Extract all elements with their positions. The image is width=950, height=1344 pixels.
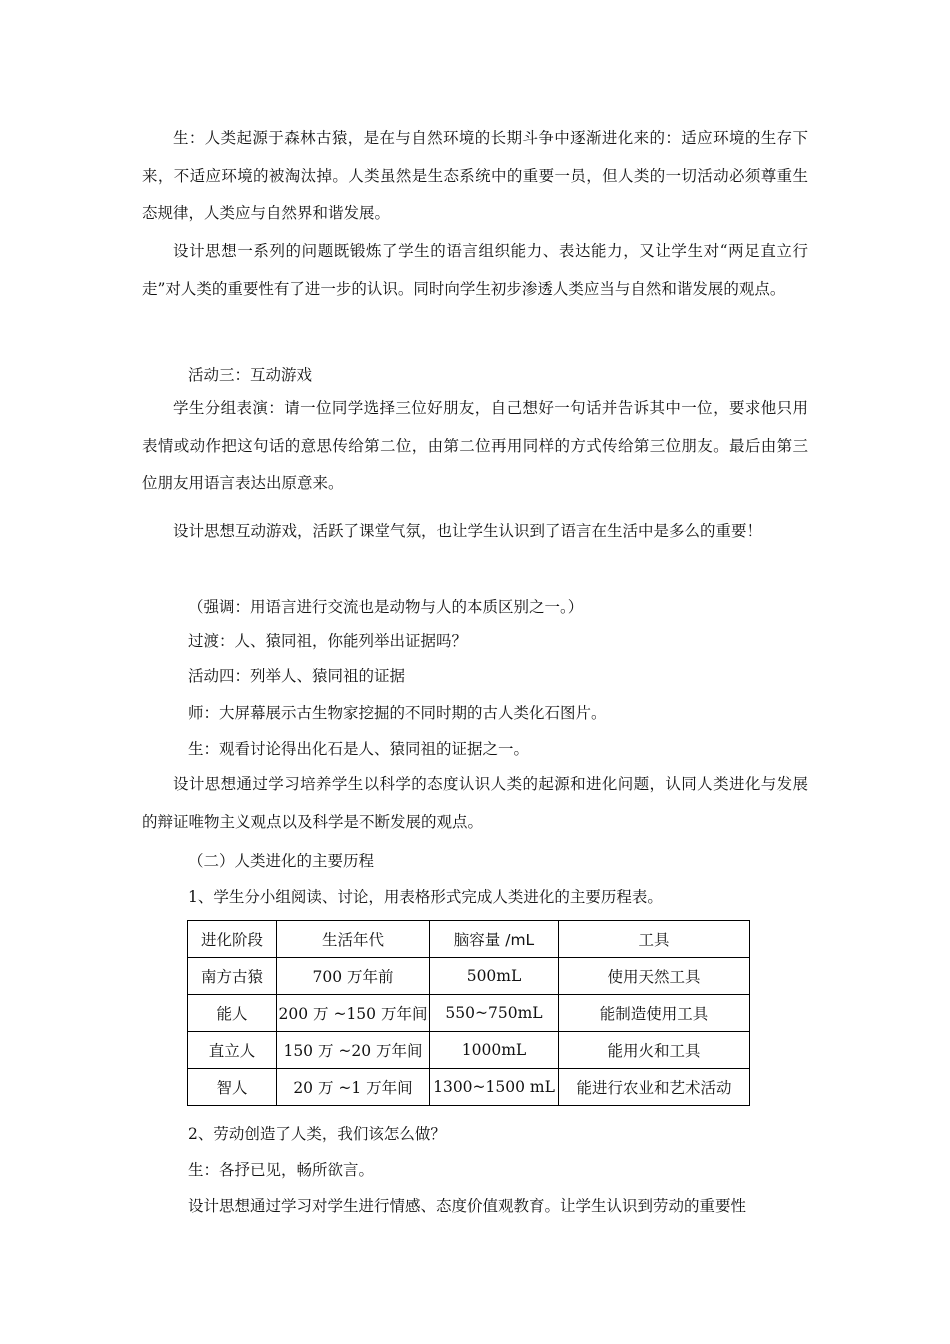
table-cell: 能进行农业和艺术活动 xyxy=(559,1069,750,1106)
paragraph-task-one: 1、学生分小组阅读、讨论，用表格形式完成人类进化的主要历程表。 xyxy=(188,888,663,906)
table-row xyxy=(188,1069,750,1106)
table-header: 进化阶段 xyxy=(188,921,277,958)
table-cell: 1300~1500 mL xyxy=(430,1069,559,1106)
table-header-row xyxy=(188,921,750,958)
table-cell: 200 万 ~150 万年间 xyxy=(277,995,430,1032)
table-cell: 能人 xyxy=(188,995,277,1032)
table-cell: 能制造使用工具 xyxy=(559,995,750,1032)
table-cell: 南方古猿 xyxy=(188,958,277,995)
heading-section-two: （二）人类进化的主要历程 xyxy=(188,852,375,870)
paragraph-teacher: 师：大屏幕展示古生物家挖掘的不同时期的古人类化石图片。 xyxy=(188,704,607,722)
table-row xyxy=(188,958,750,995)
table-header: 生活年代 xyxy=(277,921,430,958)
paragraph-group-performance: 学生分组表演：请一位同学选择三位好朋友，自己想好一句话并告诉其中一位，要求他只用表情或动作把这句话的意思传给第二位，由第二位再用同样的方式传给第三位朋友。最后由第三位朋友用语言表达出原意来。 xyxy=(142,399,808,492)
paragraph-design-thought-3: 设计思想通过学习培养学生以科学的态度认识人类的起源和进化问题，认同人类进化与发展的辩证唯物主义观点以及科学是不断发展的观点。 xyxy=(142,775,808,831)
paragraph-emphasis: （强调：用语言进行交流也是动物与人的本质区别之一。） xyxy=(188,598,584,616)
paragraph-student-answer: 生：人类起源于森林古猿，是在与自然环境的长期斗争中逐渐进化来的：适应环境的生存下来，不适应环境的被淘汰掉。人类虽然是生态系统中的重要一员，但人类的一切活动必须尊重生态规律，人类应与自然界和谐发展。 xyxy=(142,129,808,222)
table-cell: 150 万 ~20 万年间 xyxy=(277,1032,430,1069)
paragraph-transition: 过渡：人、猿同祖，你能列举出证据吗？ xyxy=(188,632,468,650)
table-cell: 直立人 xyxy=(188,1032,277,1069)
table-row xyxy=(188,1032,750,1069)
table-cell: 20 万 ~1 万年间 xyxy=(277,1069,430,1106)
paragraph-design-thought-1: 设计思想一系列的问题既锻炼了学生的语言组织能力、表达能力，又让学生对“两足直立行走”对人类的重要性有了进一步的认识。同时向学生初步渗透人类应当与自然和谐发展的观点。 xyxy=(142,242,808,298)
heading-activity-four: 活动四：列举人、猿同祖的证据 xyxy=(188,667,406,685)
table-cell: 1000mL xyxy=(430,1032,559,1069)
table-header: 脑容量 /mL xyxy=(430,921,559,958)
heading-activity-three: 活动三：互动游戏 xyxy=(188,366,313,384)
table-cell: 智人 xyxy=(188,1069,277,1106)
paragraph-student-observe: 生：观看讨论得出化石是人、猿同祖的证据之一。 xyxy=(188,740,530,758)
table-cell: 700 万年前 xyxy=(277,958,430,995)
table-cell: 550~750mL xyxy=(430,995,559,1032)
paragraph-task-two: 2、劳动创造了人类，我们该怎么做？ xyxy=(188,1125,446,1143)
table-cell: 能用火和工具 xyxy=(559,1032,750,1069)
table-header: 工具 xyxy=(559,921,750,958)
paragraph-design-thought-4: 设计思想通过学习对学生进行情感、态度价值观教育。让学生认识到劳动的重要性 xyxy=(188,1197,747,1215)
table-cell: 500mL xyxy=(430,958,559,995)
paragraph-design-thought-2: 设计思想互动游戏，活跃了课堂气氛，也让学生认识到了语言在生活中是多么的重要！ xyxy=(173,522,763,540)
table-cell: 使用天然工具 xyxy=(559,958,750,995)
paragraph-student-opinions: 生：各抒已见，畅所欲言。 xyxy=(188,1161,375,1179)
evolution-table xyxy=(187,920,750,1106)
table-row xyxy=(188,995,750,1032)
